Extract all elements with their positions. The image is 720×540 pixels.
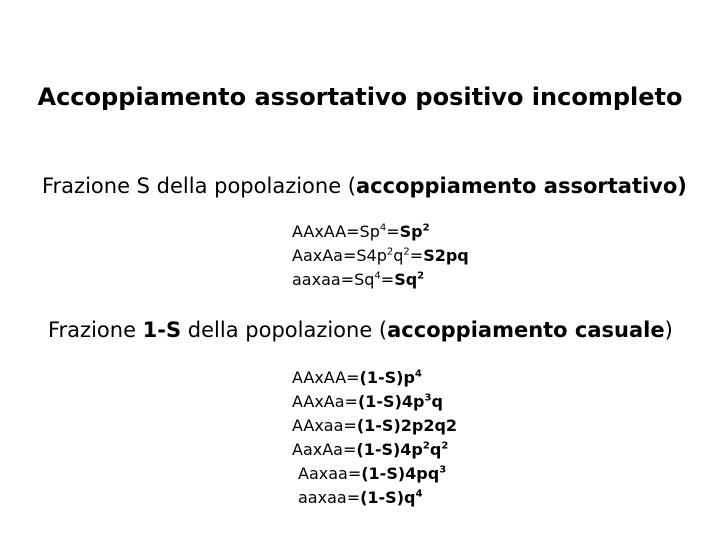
heading-text: ): [664, 318, 673, 342]
heading-text: Frazione: [48, 318, 143, 342]
formula-text: AAxaa=: [292, 416, 357, 435]
formula-text: (1-S)4p: [356, 440, 423, 459]
formula-exponent: 4: [414, 368, 422, 380]
formula-text: =: [380, 270, 395, 289]
formula-text: aaxaa=Sq: [292, 270, 375, 289]
formula-text: =: [386, 222, 400, 241]
formula-exponent: 4: [415, 488, 423, 500]
formula-exponent: 4: [379, 222, 387, 234]
formula-exponent: 2: [403, 246, 410, 258]
formula-text: Sp: [399, 222, 423, 241]
section-heading-random: [48, 316, 673, 344]
formula-text: Aax: [292, 246, 323, 265]
formula-exponent: 2: [441, 440, 449, 452]
formula-line: [292, 246, 469, 266]
formula-text: Sq: [394, 270, 418, 289]
heading-text: della popolazione (: [181, 318, 388, 342]
formula-text: AaxAa=: [292, 440, 357, 459]
formula-line: [298, 464, 446, 484]
formula-line: [292, 416, 457, 436]
formula-exponent: 2: [417, 270, 425, 282]
formula-exponent: 4: [374, 270, 381, 282]
slide-title: Accoppiamento assortativo positivo incompleto: [37, 83, 683, 111]
heading-bold-text: accoppiamento casuale: [387, 318, 665, 342]
formula-text: Aa: [322, 246, 343, 265]
formula-text: (1-S)p: [359, 368, 415, 387]
formula-line: [292, 270, 424, 290]
formula-exponent: 2: [422, 440, 430, 452]
formula-exponent: 3: [424, 392, 432, 404]
formula-text: Aaxaa=: [298, 464, 362, 483]
heading-bold-text: accoppiamento assortativo): [356, 174, 687, 198]
formula-text: (1-S)4pq: [361, 464, 440, 483]
formula-exponent: 3: [439, 464, 447, 476]
formula-line: [292, 392, 443, 412]
formula-text: =S4p: [342, 246, 387, 265]
formula-text: (1-S)4p: [357, 392, 425, 411]
formula-line: [292, 368, 422, 388]
formula-text: AAxAa=: [292, 392, 358, 411]
formula-exponent: 2: [422, 222, 430, 234]
formula-text: S2pq: [423, 246, 469, 265]
formula-text: q: [429, 440, 442, 459]
heading-bold-text: 1-S: [142, 318, 182, 342]
formula-text: q: [393, 246, 404, 265]
formula-text: (1-S)q: [360, 488, 416, 507]
formula-text: aaxaa=: [298, 488, 361, 507]
formula-text: =: [409, 246, 424, 265]
formula-text: (1-S)2p2q2: [356, 416, 458, 435]
formula-text: AAxAA=Sp: [292, 222, 380, 241]
formula-text: q: [431, 392, 443, 411]
formula-line: [292, 222, 430, 242]
section-heading-assortative: [42, 172, 687, 200]
formula-exponent: 2: [386, 246, 394, 258]
formula-line: [298, 488, 422, 508]
heading-text: Frazione S della popolazione (: [42, 174, 356, 198]
formula-line: [292, 440, 448, 460]
formula-text: AAxAA=: [292, 368, 360, 387]
